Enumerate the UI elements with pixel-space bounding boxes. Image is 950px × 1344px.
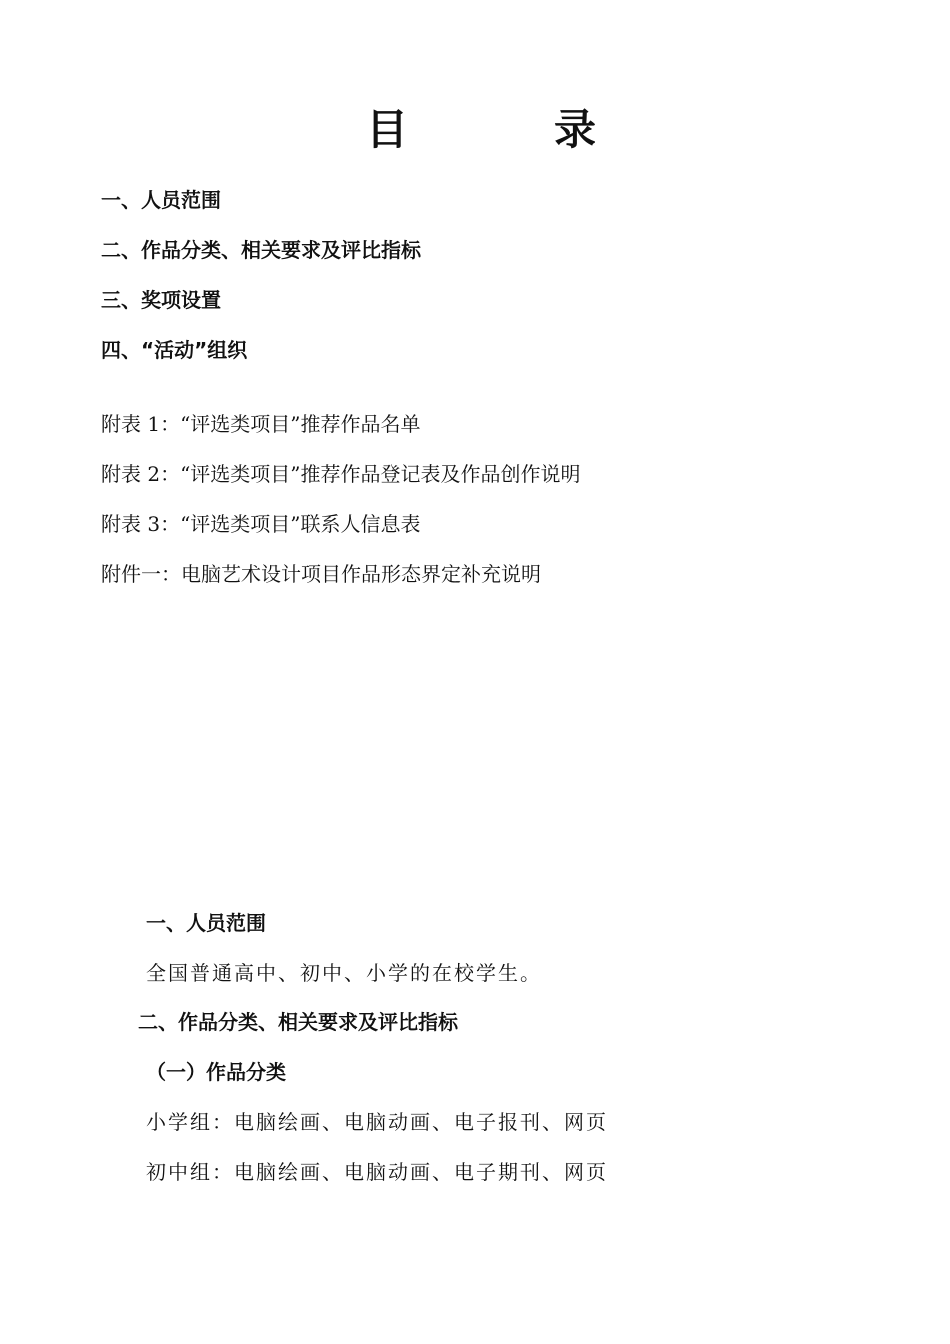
toc-section-1[interactable]: 一、人员范围 — [101, 188, 221, 212]
section-1-heading: 一、人员范围 — [146, 911, 266, 935]
toc-title-char-2: 录 — [554, 105, 597, 154]
toc-appendix-3[interactable]: 附表 3：“评选类项目”联系人信息表 — [101, 512, 421, 536]
toc-section-3[interactable]: 三、奖项设置 — [101, 288, 221, 312]
group-primary: 小学组：电脑绘画、电脑动画、电子报刊、网页 — [146, 1110, 608, 1134]
toc-title-char-1: 目 — [366, 105, 409, 154]
toc-section-4[interactable]: 四、“活动”组织 — [101, 338, 248, 362]
section-1-text: 全国普通高中、初中、小学的在校学生。 — [146, 961, 542, 985]
subsection-1-heading: （一）作品分类 — [146, 1060, 286, 1084]
toc-appendix-1[interactable]: 附表 1：“评选类项目”推荐作品名单 — [101, 412, 421, 436]
group-junior: 初中组：电脑绘画、电脑动画、电子期刊、网页 — [146, 1160, 608, 1184]
toc-section-2[interactable]: 二、作品分类、相关要求及评比指标 — [101, 238, 421, 262]
toc-title — [0, 102, 950, 158]
toc-appendix-2[interactable]: 附表 2：“评选类项目”推荐作品登记表及作品创作说明 — [101, 462, 581, 486]
section-2-heading: 二、作品分类、相关要求及评比指标 — [138, 1010, 458, 1034]
toc-appendix-4[interactable]: 附件一：电脑艺术设计项目作品形态界定补充说明 — [101, 562, 541, 586]
